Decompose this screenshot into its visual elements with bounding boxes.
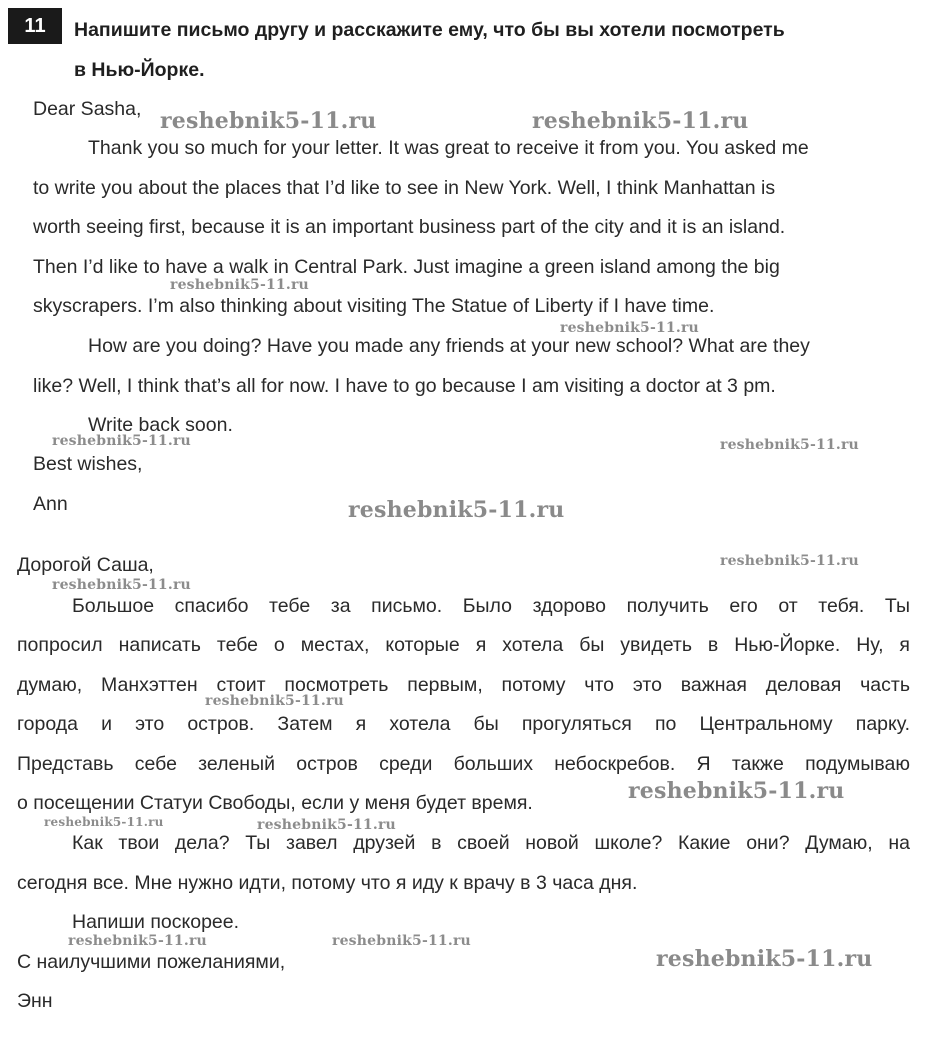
watermark: reshebnik5-11.ru: [348, 497, 565, 523]
english-line: like? Well, I think that’s all for now. I have to go because I am visiting a doctor at 3 pm.: [33, 375, 776, 397]
watermark: reshebnik5-11.ru: [560, 320, 699, 336]
russian-line: Представь себе зеленый остров среди больших небоскребов. Я также подумываю: [17, 753, 910, 775]
watermark: reshebnik5-11.ru: [656, 946, 873, 972]
english-closing-line: Write back soon.: [88, 414, 233, 436]
russian-closing-line: Напиши поскорее.: [72, 911, 240, 933]
task-heading: [74, 10, 929, 90]
task-heading-line-1: Напишите письмо другу и расскажите ему, что бы вы хотели посмотреть: [74, 19, 785, 41]
russian-line: думаю, Манхэттен стоит посмотреть первым, потому что это важная деловая часть: [17, 674, 910, 696]
watermark: reshebnik5-11.ru: [68, 933, 207, 949]
watermark: reshebnik5-11.ru: [257, 817, 396, 833]
russian-signature: Энн: [17, 990, 53, 1012]
watermark: reshebnik5-11.ru: [720, 437, 859, 453]
watermark: reshebnik5-11.ru: [205, 693, 344, 709]
english-line: How are you doing? Have you made any friends at your new school? What are they: [88, 335, 810, 357]
task-heading-line-2: в Нью-Йорке.: [74, 59, 205, 81]
english-line: Then I’d like to have a walk in Central Park. Just imagine a green island among the big: [33, 256, 780, 278]
task-number-badge: 11: [8, 8, 62, 44]
russian-line: о посещении Статуи Свободы, если у меня будет время.: [17, 792, 533, 814]
russian-line: Большое спасибо тебе за письмо. Было здорово получить его от тебя. Ты: [72, 595, 910, 617]
russian-line: Как твои дела? Ты завел друзей в своей новой школе? Какие они? Думаю, на: [72, 832, 910, 854]
watermark: reshebnik5-11.ru: [628, 778, 845, 804]
watermark: reshebnik5-11.ru: [532, 108, 749, 134]
english-line: worth seeing first, because it is an important business part of the city and it is an island.: [33, 216, 786, 238]
watermark: reshebnik5-11.ru: [160, 108, 377, 134]
watermark: reshebnik5-11.ru: [720, 553, 859, 569]
english-line: skyscrapers. I’m also thinking about visiting The Statue of Liberty if I have time.: [33, 295, 715, 317]
watermark: reshebnik5-11.ru: [44, 815, 164, 829]
russian-sign-off: С наилучшими пожеланиями,: [17, 951, 286, 973]
russian-greeting: Дорогой Саша,: [17, 554, 154, 576]
english-line: Thank you so much for your letter. It was great to receive it from you. You asked me: [88, 137, 809, 159]
english-signature: Ann: [33, 493, 68, 515]
russian-line: города и это остров. Затем я хотела бы прогуляться по Центральному парку.: [17, 713, 910, 735]
english-sign-off: Best wishes,: [33, 453, 143, 475]
watermark: reshebnik5-11.ru: [52, 577, 191, 593]
russian-line: сегодня все. Мне нужно идти, потому что я иду к врачу в 3 часа дня.: [17, 872, 638, 894]
watermark: reshebnik5-11.ru: [332, 933, 471, 949]
english-greeting: Dear Sasha,: [33, 98, 142, 120]
watermark: reshebnik5-11.ru: [170, 277, 309, 293]
english-line: to write you about the places that I’d like to see in New York. Well, I think Manhattan is: [33, 177, 776, 199]
watermark: reshebnik5-11.ru: [52, 433, 191, 449]
russian-line: попросил написать тебе о местах, которые я хотела бы увидеть в Нью-Йорке. Ну, я: [17, 634, 910, 656]
